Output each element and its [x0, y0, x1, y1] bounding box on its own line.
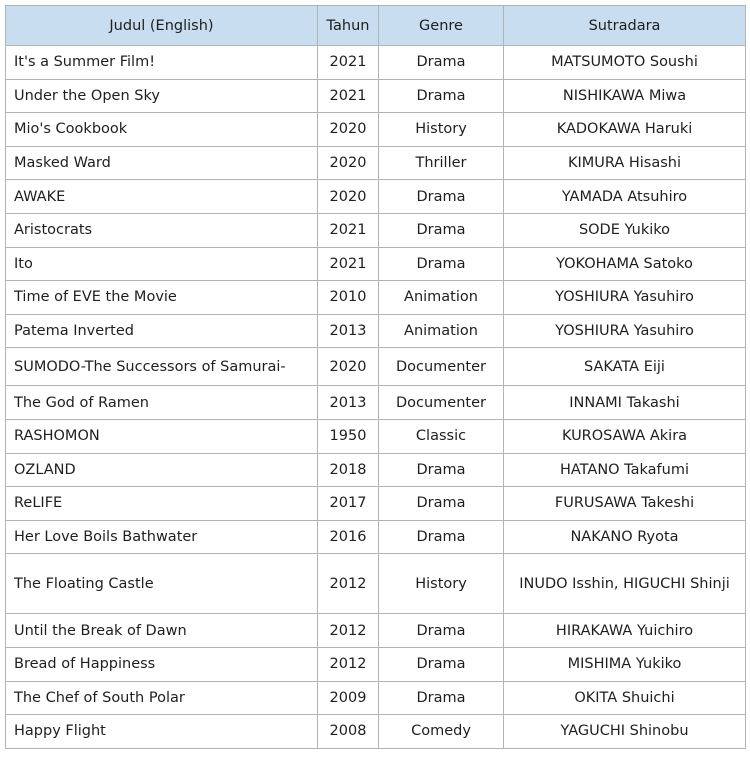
cell-genre: Animation [379, 281, 504, 315]
table-row [6, 647, 746, 681]
cell-director: HIRAKAWA Yuichiro [504, 614, 746, 648]
table-row [6, 554, 746, 614]
cell-genre: History [379, 554, 504, 614]
cell-genre: Documenter [379, 386, 504, 420]
cell-year: 2012 [318, 554, 379, 614]
cell-genre: Drama [379, 180, 504, 214]
table-row [6, 348, 746, 386]
cell-director: KUROSAWA Akira [504, 419, 746, 453]
cell-director: MATSUMOTO Soushi [504, 46, 746, 80]
cell-year: 2010 [318, 281, 379, 315]
film-table-container [5, 5, 745, 749]
cell-title: Ito [6, 247, 318, 281]
cell-title: SUMODO-The Successors of Samurai- [6, 348, 318, 386]
cell-title: Happy Flight [6, 715, 318, 749]
cell-year: 2021 [318, 247, 379, 281]
cell-year: 2020 [318, 146, 379, 180]
cell-genre: Drama [379, 46, 504, 80]
cell-title: It's a Summer Film! [6, 46, 318, 80]
cell-year: 2017 [318, 487, 379, 521]
cell-genre: Drama [379, 614, 504, 648]
cell-year: 2021 [318, 46, 379, 80]
cell-title: Time of EVE the Movie [6, 281, 318, 315]
column-header-title: Judul (English) [6, 6, 318, 46]
table-row [6, 386, 746, 420]
cell-genre: Drama [379, 647, 504, 681]
cell-director: YOSHIURA Yasuhiro [504, 281, 746, 315]
column-header-year: Tahun [318, 6, 379, 46]
cell-director: YOKOHAMA Satoko [504, 247, 746, 281]
cell-director: YOSHIURA Yasuhiro [504, 314, 746, 348]
table-row [6, 247, 746, 281]
cell-year: 2020 [318, 180, 379, 214]
cell-year: 2016 [318, 520, 379, 554]
cell-year: 2013 [318, 386, 379, 420]
table-row [6, 146, 746, 180]
cell-genre: Drama [379, 487, 504, 521]
cell-director: MISHIMA Yukiko [504, 647, 746, 681]
cell-year: 2021 [318, 79, 379, 113]
table-row [6, 213, 746, 247]
table-row [6, 79, 746, 113]
cell-title: ReLIFE [6, 487, 318, 521]
cell-director: SODE Yukiko [504, 213, 746, 247]
film-table [5, 5, 746, 749]
cell-year: 2020 [318, 348, 379, 386]
cell-genre: Comedy [379, 715, 504, 749]
cell-title: The Floating Castle [6, 554, 318, 614]
cell-genre: Drama [379, 453, 504, 487]
table-row [6, 281, 746, 315]
cell-title: Aristocrats [6, 213, 318, 247]
cell-title: Her Love Boils Bathwater [6, 520, 318, 554]
table-row [6, 113, 746, 147]
cell-director: INUDO Isshin, HIGUCHI Shinji [504, 554, 746, 614]
table-row [6, 487, 746, 521]
cell-director: HATANO Takafumi [504, 453, 746, 487]
cell-title: Bread of Happiness [6, 647, 318, 681]
cell-director: OKITA Shuichi [504, 681, 746, 715]
table-row [6, 419, 746, 453]
column-header-genre: Genre [379, 6, 504, 46]
cell-genre: Thriller [379, 146, 504, 180]
cell-director: INNAMI Takashi [504, 386, 746, 420]
column-header-director: Sutradara [504, 6, 746, 46]
cell-year: 2012 [318, 614, 379, 648]
cell-director: KADOKAWA Haruki [504, 113, 746, 147]
cell-year: 2013 [318, 314, 379, 348]
table-row [6, 180, 746, 214]
cell-genre: History [379, 113, 504, 147]
table-body [6, 46, 746, 749]
cell-year: 1950 [318, 419, 379, 453]
cell-director: YAGUCHI Shinobu [504, 715, 746, 749]
cell-title: Mio's Cookbook [6, 113, 318, 147]
cell-year: 2018 [318, 453, 379, 487]
cell-genre: Classic [379, 419, 504, 453]
cell-year: 2009 [318, 681, 379, 715]
cell-director: YAMADA Atsuhiro [504, 180, 746, 214]
cell-genre: Drama [379, 79, 504, 113]
cell-director: NISHIKAWA Miwa [504, 79, 746, 113]
cell-genre: Animation [379, 314, 504, 348]
table-row [6, 520, 746, 554]
cell-genre: Drama [379, 213, 504, 247]
header-row [6, 6, 746, 46]
table-row [6, 681, 746, 715]
cell-year: 2008 [318, 715, 379, 749]
cell-title: Patema Inverted [6, 314, 318, 348]
cell-year: 2020 [318, 113, 379, 147]
cell-title: The Chef of South Polar [6, 681, 318, 715]
table-row [6, 614, 746, 648]
cell-title: Under the Open Sky [6, 79, 318, 113]
table-row [6, 46, 746, 80]
cell-director: KIMURA Hisashi [504, 146, 746, 180]
cell-genre: Drama [379, 681, 504, 715]
cell-genre: Drama [379, 247, 504, 281]
cell-year: 2012 [318, 647, 379, 681]
cell-title: The God of Ramen [6, 386, 318, 420]
cell-director: FURUSAWA Takeshi [504, 487, 746, 521]
cell-title: Until the Break of Dawn [6, 614, 318, 648]
cell-title: Masked Ward [6, 146, 318, 180]
table-row [6, 453, 746, 487]
cell-genre: Documenter [379, 348, 504, 386]
table-header [6, 6, 746, 46]
cell-director: NAKANO Ryota [504, 520, 746, 554]
cell-title: AWAKE [6, 180, 318, 214]
table-row [6, 314, 746, 348]
cell-genre: Drama [379, 520, 504, 554]
cell-year: 2021 [318, 213, 379, 247]
cell-title: RASHOMON [6, 419, 318, 453]
cell-director: SAKATA Eiji [504, 348, 746, 386]
cell-title: OZLAND [6, 453, 318, 487]
table-row [6, 715, 746, 749]
